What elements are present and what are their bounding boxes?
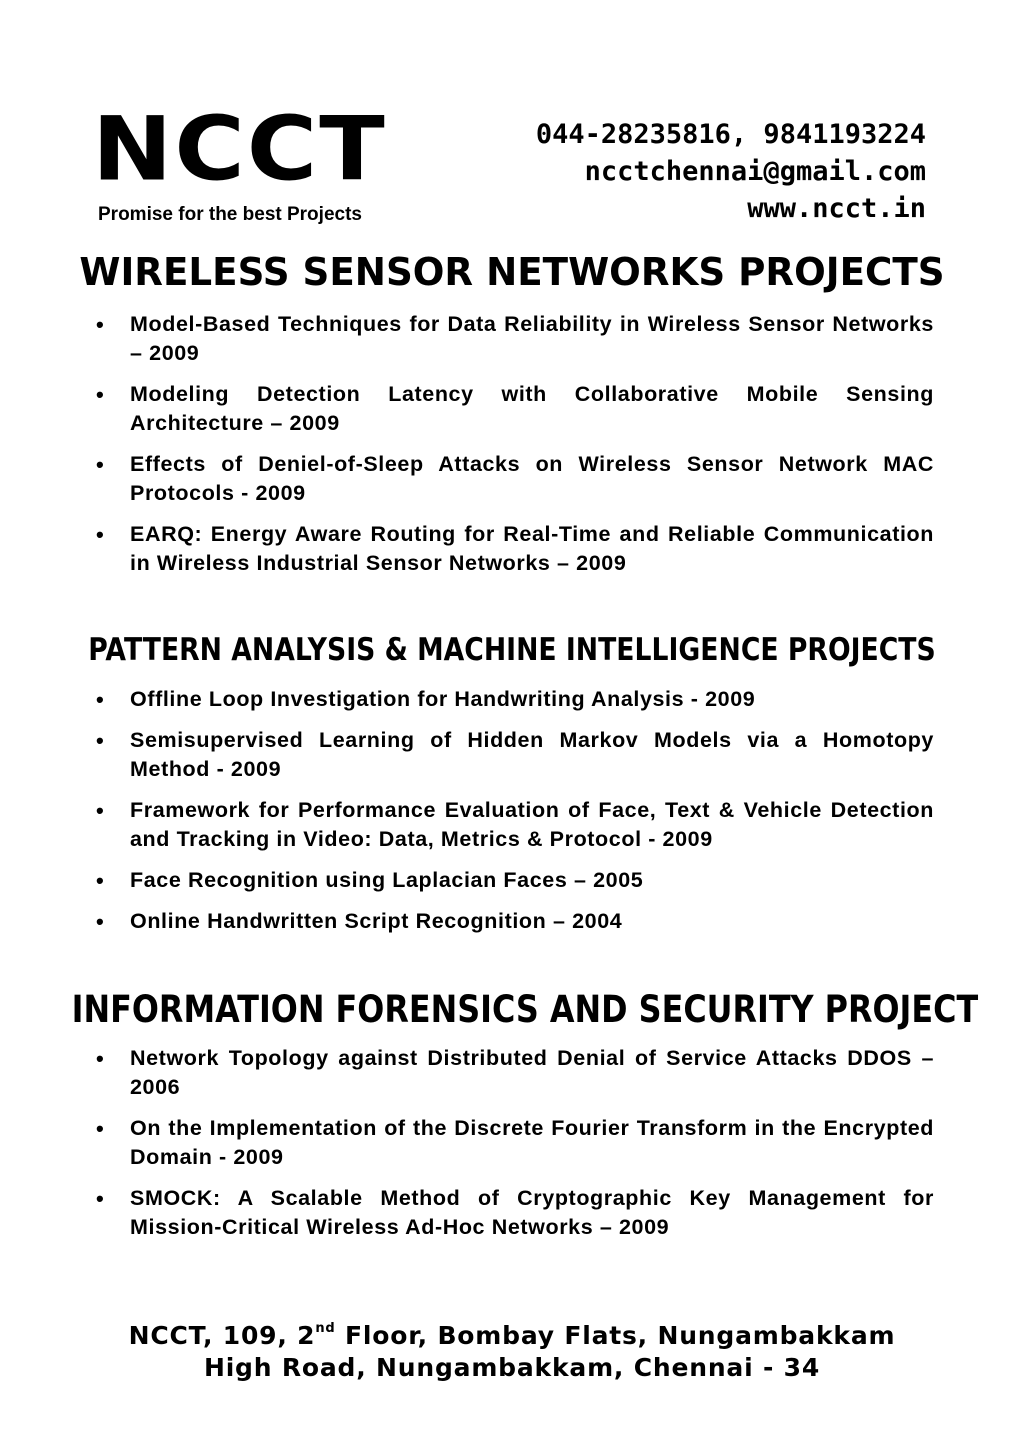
contact-block [536,116,926,227]
list-item: • Offline Loop Investigation for Handwriting Analysis - 2009 [92,685,934,714]
address-line-1 [0,1320,1024,1352]
information-forensics-project-list [92,1044,934,1254]
list-item: • Effects of Deniel-of-Sleep Attacks on Wireless Sensor Network MAC Protocols - 2009 [92,450,934,508]
list-item: • Model-Based Techniques for Data Reliability in Wireless Sensor Networks – 2009 [92,310,934,368]
list-item: • EARQ: Energy Aware Routing for Real-Time and Reliable Communication in Wireless Industrial Sensor Networks – 2009 [92,520,934,578]
tagline: Promise for the best Projects [98,204,362,225]
pattern-analysis-project-list [92,685,934,948]
footer-address [0,1320,1024,1384]
phone-numbers: 044-28235816, 9841193224 [535,119,926,150]
website-url: www.ncct.in [747,193,926,224]
section-title-pattern-analysis: PATTERN ANALYSIS & MACHINE INTELLIGENCE PROJECTS [88,632,936,668]
list-item: • Online Handwritten Script Recognition – 2004 [92,907,934,936]
list-item: • Framework for Performance Evaluation of Face, Text & Vehicle Detection and Tracking in Video: Data, Metrics & Protocol - 2009 [92,796,934,854]
address-line-2: High Road, Nungambakkam, Chennai - 34 [203,1353,821,1382]
email-address: ncctchennai@gmail.com [584,156,926,187]
address-line-1-start: NCCT, 109, 2 [128,1321,316,1350]
section-title-wireless-sensor: WIRELESS SENSOR NETWORKS PROJECTS [79,250,945,294]
section-title-information-forensics: INFORMATION FORENSICS AND SECURITY PROJECT [71,988,979,1031]
list-item: • Face Recognition using Laplacian Faces – 2005 [92,866,934,895]
ordinal-suffix: nd [315,1321,336,1336]
list-item: • Modeling Detection Latency with Collaborative Mobile Sensing Architecture – 2009 [92,380,934,438]
address-line-1-end: Floor, Bombay Flats, Nungambakkam [335,1321,896,1350]
wireless-sensor-project-list [92,310,934,590]
list-item: • Semisupervised Learning of Hidden Markov Models via a Homotopy Method - 2009 [92,726,934,784]
list-item: • Network Topology against Distributed Denial of Service Attacks DDOS – 2006 [92,1044,934,1102]
ncct-logo: NCCT [92,97,387,201]
list-item: • On the Implementation of the Discrete Fourier Transform in the Encrypted Domain - 2009 [92,1114,934,1172]
list-item: • SMOCK: A Scalable Method of Cryptographic Key Management for Mission-Critical Wireless Ad-Hoc Networks – 2009 [92,1184,934,1242]
